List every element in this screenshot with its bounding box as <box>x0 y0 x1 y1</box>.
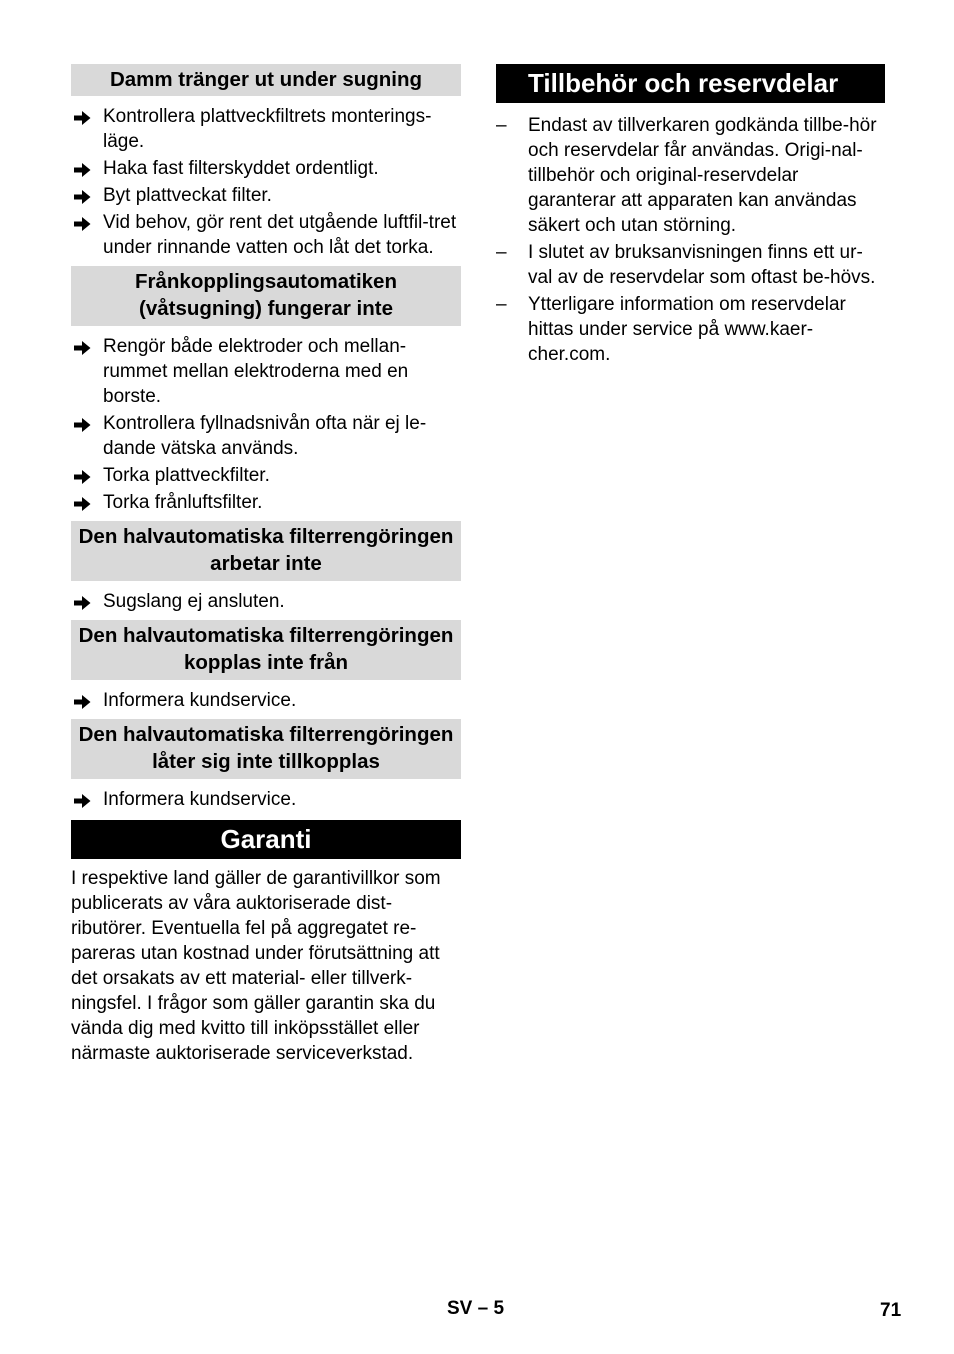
arrow-right-icon <box>74 593 91 618</box>
list-item: Torka plattveckfilter. <box>71 463 461 488</box>
list-filter-cleaning-not-working <box>71 589 461 614</box>
arrow-right-icon <box>74 108 91 133</box>
arrow-right-icon <box>74 415 91 440</box>
list-item: – I slutet av bruksanvisningen finns ett ur-val av de reservdelar som oftast be-hövs. <box>496 242 876 288</box>
arrow-right-icon <box>74 494 91 519</box>
list-item: Vid behov, gör rent det utgående luftfil-tret under rinnande vatten och låt det torka. <box>71 210 461 260</box>
arrow-right-icon <box>74 467 91 492</box>
list-auto-shutoff <box>71 334 461 515</box>
list-item: Kontrollera plattveckfiltrets monterings-läge. <box>71 104 461 154</box>
list-item: Byt plattveckat filter. <box>71 183 461 208</box>
list-filter-cleaning-not-stopping <box>71 688 461 713</box>
list-item: Informera kundservice. <box>71 787 461 812</box>
list-item: Torka frånluftsfilter. <box>71 490 461 515</box>
list-item: Haka fast filterskyddet ordentligt. <box>71 156 461 181</box>
right-column <box>496 64 885 369</box>
arrow-right-icon <box>74 214 91 239</box>
left-column <box>71 64 461 1066</box>
list-item: Sugslang ej ansluten. <box>71 589 461 614</box>
arrow-right-icon <box>74 692 91 717</box>
dash-marker: – <box>496 115 507 136</box>
footer-page-number: 71 <box>880 1300 902 1321</box>
footer-section-label: SV – 5 <box>447 1298 505 1319</box>
list-item: Informera kundservice. <box>71 688 461 713</box>
heading-garanti: Garanti <box>71 820 461 859</box>
heading-accessories: Tillbehör och reservdelar <box>496 64 885 103</box>
arrow-right-icon <box>74 187 91 212</box>
heading-filter-cleaning-not-working: Den halvautomatiska filterrengöringen arbetar inte <box>71 521 461 581</box>
arrow-right-icon <box>74 160 91 185</box>
dash-marker: – <box>496 242 507 263</box>
list-item: Kontrollera fyllnadsnivån ofta när ej le-dande vätska används. <box>71 411 461 461</box>
list-item: Rengör både elektroder och mellan-rummet mellan elektroderna med en borste. <box>71 334 461 409</box>
arrow-right-icon <box>74 791 91 816</box>
list-dust-escapes <box>71 104 461 260</box>
heading-filter-cleaning-not-engaging: Den halvautomatiska filterrengöringen låter sig inte tillkopplas <box>71 719 461 779</box>
arrow-right-icon <box>74 338 91 363</box>
list-accessories <box>496 113 885 367</box>
garanti-text: I respektive land gäller de garantivillkor som publicerats av våra auktoriserade dist-ributörer. Eventuella fel på aggregatet re-pareras utan kostnad under förutsättning att det orsakats av ett material- eller tillverk-ningsfel. I frågor som gäller garantin ska du vända dig med kvitto till inköpsstället eller närmaste auktoriserade serviceverkstad. <box>71 867 441 1064</box>
heading-dust-escapes: Damm tränger ut under sugning <box>71 64 461 96</box>
dash-marker: – <box>496 294 507 315</box>
list-item: – Endast av tillverkaren godkända tillbe-hör och reservdelar får användas. Origi-nal-tillbehör och original-reservdelar garanterar att apparaten kan användas säkert och utan störning. <box>496 115 877 236</box>
heading-auto-shutoff: Frånkopplingsautomatiken (våtsugning) fungerar inte <box>71 266 461 326</box>
list-filter-cleaning-not-engaging <box>71 787 461 812</box>
heading-filter-cleaning-not-stopping: Den halvautomatiska filterrengöringen kopplas inte från <box>71 620 461 680</box>
list-item: – Ytterligare information om reservdelar hittas under service på www.kaer-cher.com. <box>496 294 846 365</box>
